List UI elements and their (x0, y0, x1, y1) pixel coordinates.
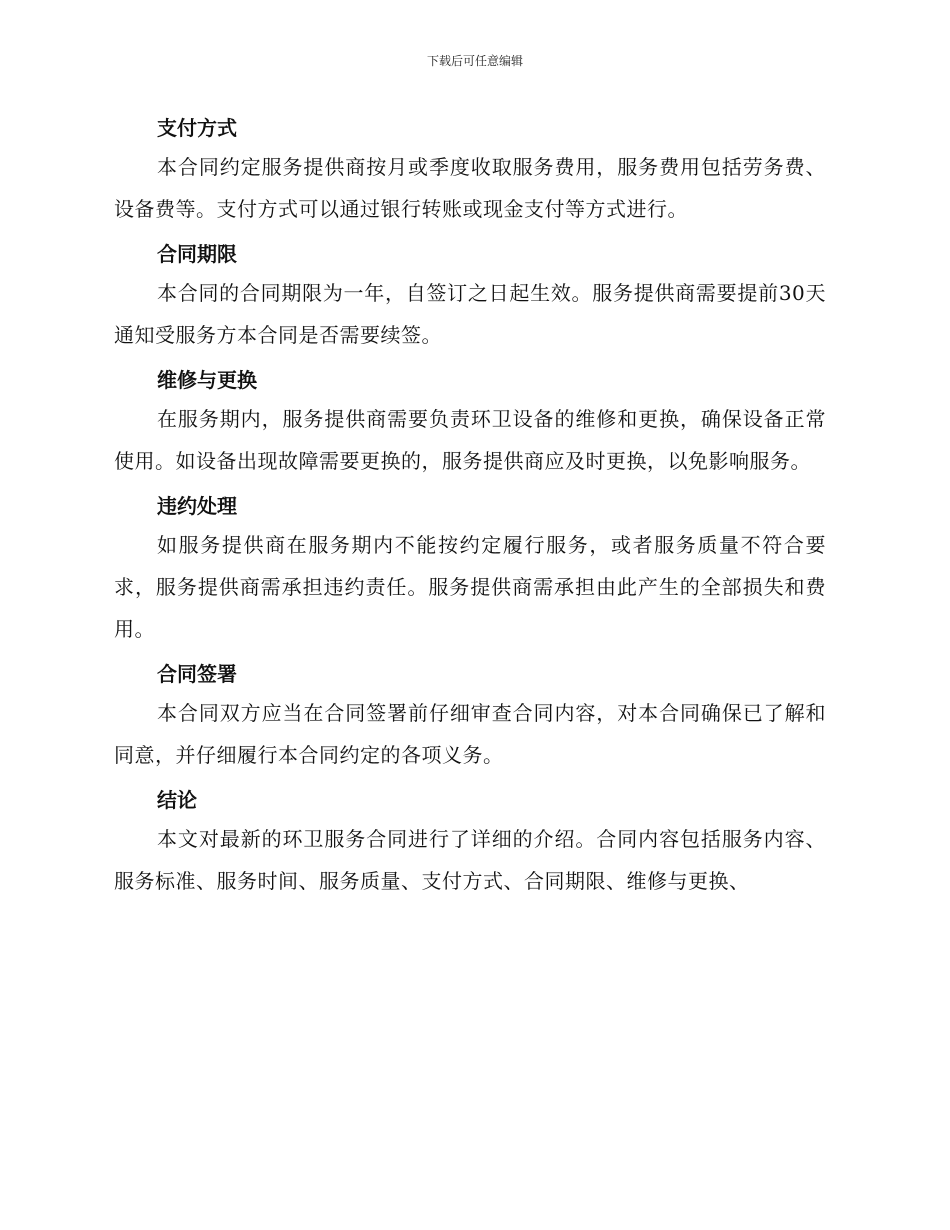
section-paragraph: 如服务提供商在服务期内不能按约定履行服务，或者服务质量不符合要求，服务提供商需承担违约责任。服务提供商需承担由此产生的全部损失和费用。 (114, 533, 826, 641)
document-body (114, 110, 826, 908)
section-breach (114, 488, 826, 650)
section-paragraph: 本合同约定服务提供商按月或季度收取服务费用，服务费用包括劳务费、设备费等。支付方式可以通过银行转账或现金支付等方式进行。 (114, 155, 826, 221)
section-conclusion (114, 782, 826, 902)
section-heading: 违约处理 (157, 494, 237, 518)
section-paragraph: 本文对最新的环卫服务合同进行了详细的介绍。合同内容包括服务内容、服务标准、服务时间、服务质量、支付方式、合同期限、维修与更换、 (114, 827, 826, 893)
section-signing (114, 656, 826, 776)
section-contract-term (114, 236, 826, 356)
section-payment-method (114, 110, 826, 230)
section-heading: 支付方式 (157, 116, 237, 140)
section-heading: 结论 (157, 788, 197, 812)
page-header: 下载后可任意编辑 (426, 54, 523, 68)
section-maintenance (114, 362, 826, 482)
section-paragraph: 本合同的合同期限为一年，自签订之日起生效。服务提供商需要提前30天通知受服务方本合同是否需要续签。 (114, 281, 826, 347)
section-paragraph: 本合同双方应当在合同签署前仔细审查合同内容，对本合同确保已了解和同意，并仔细履行本合同约定的各项义务。 (114, 701, 826, 767)
section-heading: 维修与更换 (157, 368, 257, 392)
section-heading: 合同签署 (157, 662, 237, 686)
section-heading: 合同期限 (157, 242, 237, 266)
section-paragraph: 在服务期内，服务提供商需要负责环卫设备的维修和更换，确保设备正常使用。如设备出现故障需要更换的，服务提供商应及时更换，以免影响服务。 (114, 407, 826, 473)
